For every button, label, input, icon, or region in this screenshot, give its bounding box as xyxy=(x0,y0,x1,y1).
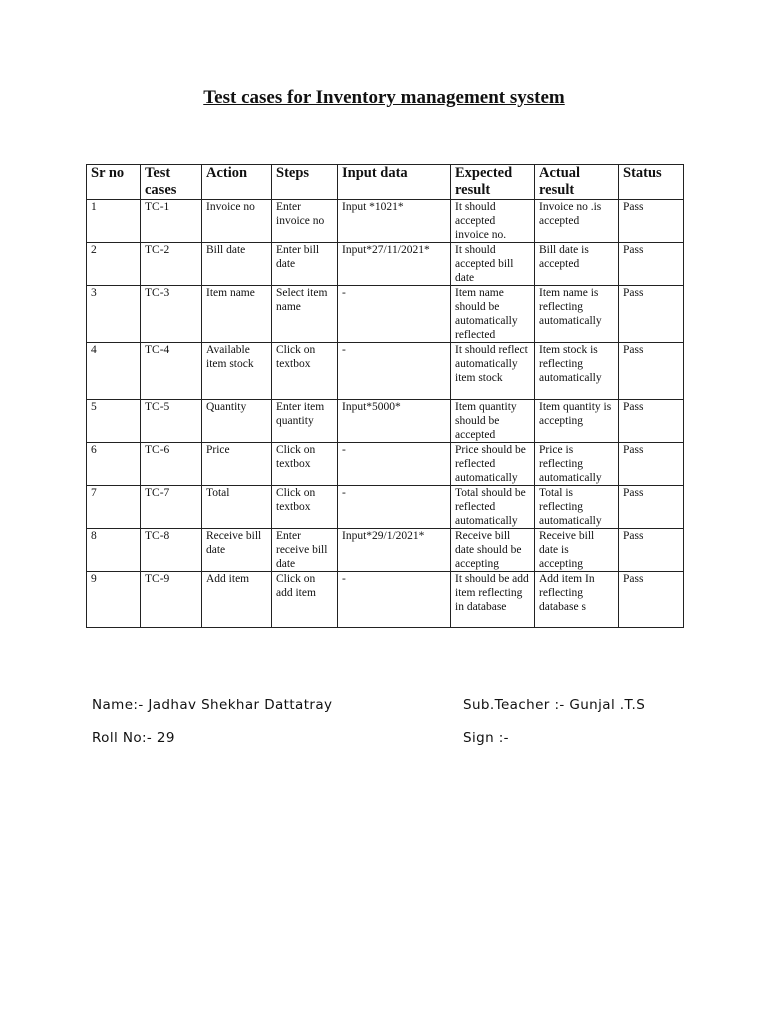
cell-sr-no: 5 xyxy=(87,400,141,443)
cell-sr-no: 4 xyxy=(87,343,141,400)
cell-status: Pass xyxy=(619,529,684,572)
cell-sr-no: 9 xyxy=(87,572,141,628)
cell-steps: Click on add item xyxy=(272,572,338,628)
cell-status: Pass xyxy=(619,443,684,486)
cell-steps: Click on textbox xyxy=(272,486,338,529)
cell-status: Pass xyxy=(619,243,684,286)
table-row xyxy=(87,286,684,343)
table-row xyxy=(87,529,684,572)
cell-actual-result: Item name is reflecting automatically xyxy=(535,286,619,343)
cell-actual-result: Item quantity is accepting xyxy=(535,400,619,443)
cell-action: Available item stock xyxy=(202,343,272,400)
test-cases-table xyxy=(86,164,684,628)
cell-input-data: - xyxy=(338,572,451,628)
cell-expected-result: Item name should be automatically reflected xyxy=(451,286,535,343)
cell-expected-result: Item quantity should be accepted xyxy=(451,400,535,443)
cell-input-data: - xyxy=(338,443,451,486)
table-row xyxy=(87,343,684,400)
header-steps: Steps xyxy=(272,165,338,200)
subject-teacher: Sub.Teacher :- Gunjal .T.S xyxy=(463,697,646,713)
cell-test-case: TC-2 xyxy=(141,243,202,286)
header-test-cases: Test cases xyxy=(141,165,202,200)
header-status: Status xyxy=(619,165,684,200)
cell-steps: Select item name xyxy=(272,286,338,343)
cell-steps: Enter bill date xyxy=(272,243,338,286)
cell-status: Pass xyxy=(619,486,684,529)
cell-action: Bill date xyxy=(202,243,272,286)
table-row xyxy=(87,443,684,486)
student-name: Name:- Jadhav Shekhar Dattatray xyxy=(92,697,333,713)
cell-input-data: - xyxy=(338,343,451,400)
cell-steps: Click on textbox xyxy=(272,343,338,400)
cell-actual-result: Item stock is reflecting automatically xyxy=(535,343,619,400)
cell-expected-result: Receive bill date should be accepting xyxy=(451,529,535,572)
cell-test-case: TC-3 xyxy=(141,286,202,343)
cell-status: Pass xyxy=(619,200,684,243)
cell-action: Receive bill date xyxy=(202,529,272,572)
cell-status: Pass xyxy=(619,400,684,443)
cell-action: Add item xyxy=(202,572,272,628)
cell-actual-result: Price is reflecting automatically xyxy=(535,443,619,486)
signature-label: Sign :- xyxy=(463,730,509,746)
cell-steps: Click on textbox xyxy=(272,443,338,486)
cell-action: Item name xyxy=(202,286,272,343)
table-row xyxy=(87,400,684,443)
cell-expected-result: It should reflect automatically item stock xyxy=(451,343,535,400)
cell-actual-result: Bill date is accepted xyxy=(535,243,619,286)
cell-expected-result: Total should be reflected automatically xyxy=(451,486,535,529)
header-expected-result: Expected result xyxy=(451,165,535,200)
cell-sr-no: 2 xyxy=(87,243,141,286)
cell-sr-no: 7 xyxy=(87,486,141,529)
cell-input-data: Input*29/1/2021* xyxy=(338,529,451,572)
page-title: Test cases for Inventory management system xyxy=(203,87,565,108)
cell-action: Total xyxy=(202,486,272,529)
cell-expected-result: It should accepted bill date xyxy=(451,243,535,286)
cell-test-case: TC-1 xyxy=(141,200,202,243)
cell-actual-result: Total is reflecting automatically xyxy=(535,486,619,529)
cell-test-case: TC-7 xyxy=(141,486,202,529)
table-row xyxy=(87,572,684,628)
cell-test-case: TC-9 xyxy=(141,572,202,628)
cell-expected-result: It should be add item reflecting in database xyxy=(451,572,535,628)
cell-status: Pass xyxy=(619,286,684,343)
table-row xyxy=(87,200,684,243)
cell-action: Quantity xyxy=(202,400,272,443)
header-sr-no: Sr no xyxy=(87,165,141,200)
cell-expected-result: It should accepted invoice no. xyxy=(451,200,535,243)
header-action: Action xyxy=(202,165,272,200)
table-row xyxy=(87,243,684,286)
cell-test-case: TC-6 xyxy=(141,443,202,486)
cell-actual-result: Receive bill date is accepting xyxy=(535,529,619,572)
cell-input-data: - xyxy=(338,486,451,529)
header-input-data: Input data xyxy=(338,165,451,200)
cell-test-case: TC-8 xyxy=(141,529,202,572)
cell-input-data: - xyxy=(338,286,451,343)
cell-status: Pass xyxy=(619,572,684,628)
cell-steps: Enter item quantity xyxy=(272,400,338,443)
table-row xyxy=(87,486,684,529)
cell-input-data: Input*5000* xyxy=(338,400,451,443)
header-actual-result: Actual result xyxy=(535,165,619,200)
table-header-row xyxy=(87,165,684,200)
cell-steps: Enter invoice no xyxy=(272,200,338,243)
cell-input-data: Input*27/11/2021* xyxy=(338,243,451,286)
cell-sr-no: 3 xyxy=(87,286,141,343)
cell-actual-result: Invoice no .is accepted xyxy=(535,200,619,243)
cell-test-case: TC-5 xyxy=(141,400,202,443)
cell-steps: Enter receive bill date xyxy=(272,529,338,572)
cell-test-case: TC-4 xyxy=(141,343,202,400)
cell-sr-no: 6 xyxy=(87,443,141,486)
cell-status: Pass xyxy=(619,343,684,400)
cell-action: Price xyxy=(202,443,272,486)
cell-sr-no: 1 xyxy=(87,200,141,243)
cell-action: Invoice no xyxy=(202,200,272,243)
roll-number: Roll No:- 29 xyxy=(92,730,175,746)
cell-actual-result: Add item In reflecting database s xyxy=(535,572,619,628)
cell-sr-no: 8 xyxy=(87,529,141,572)
cell-expected-result: Price should be reflected automatically xyxy=(451,443,535,486)
cell-input-data: Input *1021* xyxy=(338,200,451,243)
